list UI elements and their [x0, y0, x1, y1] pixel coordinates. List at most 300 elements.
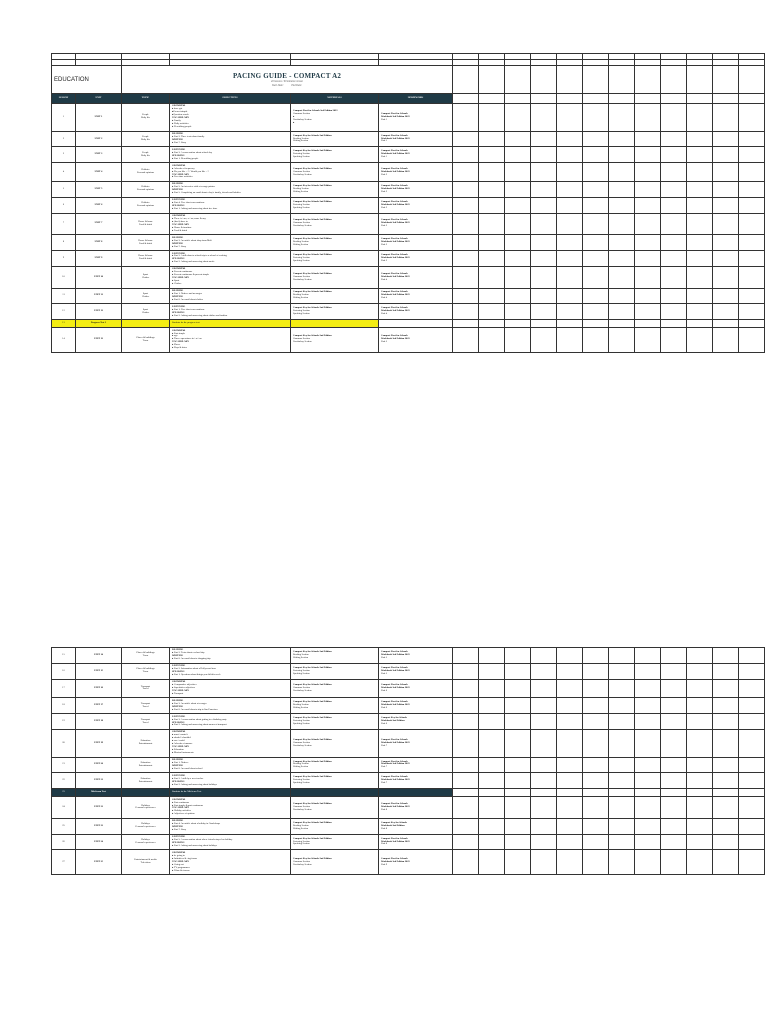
- blank-cell: [635, 320, 661, 328]
- blank-cell: [453, 320, 479, 328]
- blank-cell: [635, 789, 661, 797]
- lesson-number: 27: [52, 850, 76, 875]
- blank-cell: [557, 213, 583, 235]
- blank-cell: [661, 235, 687, 251]
- blank-cell: [453, 757, 479, 773]
- lesson-number: 15: [52, 648, 76, 664]
- blank-cell: [687, 834, 713, 850]
- blank-cell: [531, 797, 557, 819]
- blank-cell: [505, 104, 531, 132]
- objectives-cell: LISTENING ● Part 3: A conversation about getting to a birthday party SPEAKING ● Part 2: Asking and answering about means of transport: [170, 714, 291, 730]
- blank-cell: [583, 163, 609, 182]
- unit-name: Progress Test 1: [76, 320, 122, 328]
- materials-cell: Compact Key for Schools 2nd Edition Grammar Section Vocabulary Section: [291, 679, 379, 698]
- blank-cell: [609, 131, 635, 147]
- lesson-number: 9: [52, 251, 76, 267]
- objectives-cell: GRAMMAR ● have got ●Present simple ●Question words VOCABULARY ● Family ● Daily activities ● Describing people: [170, 104, 291, 132]
- materials-cell: Compact Key for Schools 2nd Edition Grammar Section Vocabulary Section: [291, 850, 379, 875]
- blank-cell: [713, 266, 739, 288]
- blank-cell: [583, 181, 609, 197]
- objectives-cell: READING ● Part 2: Three texts about family WRITING ● Part 7: Story: [170, 131, 291, 147]
- blank-cell: [739, 834, 765, 850]
- materials-cell: Compact Key for Schools 2nd Edition Grammar Section Vocabulary Section: [291, 797, 379, 819]
- materials-cell: Compact Key for Schools 2nd Edition Grammar Section Vocabulary Section: [291, 266, 379, 288]
- homework-cell: Compact First for Schools Workbook 3rd Edition 2023 Unit 7: [379, 729, 453, 757]
- blank-cell: [479, 789, 505, 797]
- blank-cell: [479, 834, 505, 850]
- blank-cell: [479, 797, 505, 819]
- blank-cell: [739, 104, 765, 132]
- blank-cell: [531, 698, 557, 714]
- blank-cell: [505, 251, 531, 267]
- materials-cell: [291, 320, 379, 328]
- blank-cell: [505, 163, 531, 182]
- topic-cell: [122, 789, 170, 797]
- topic-cell: [122, 320, 170, 328]
- homework-cell: Compact First for Schools Workbook 3rd Edition 2023 Unit 4: [379, 304, 453, 320]
- blank-cell: [739, 288, 765, 304]
- blank-cell: [609, 304, 635, 320]
- topic-cell: Hobbies Personal opinions: [122, 197, 170, 213]
- unit-name: UNIT 21: [76, 773, 122, 789]
- lesson-number: 2: [52, 131, 76, 147]
- lesson-row: [52, 757, 765, 773]
- blank-cell: [739, 698, 765, 714]
- materials-cell: Compact Key for Schools 2nd Edition Listening Section Speaking Section: [291, 197, 379, 213]
- blank-cell: [557, 729, 583, 757]
- blank-cell: [557, 797, 583, 819]
- blank-cell: [505, 714, 531, 730]
- blank-cell: [453, 131, 479, 147]
- blank-cell: [531, 266, 557, 288]
- blank-cell: [479, 288, 505, 304]
- blank-cell: [635, 698, 661, 714]
- blank-cell: [505, 797, 531, 819]
- unit-name: UNIT 19: [76, 729, 122, 757]
- homework-cell: Compact First for Schools Workbook 3rd Edition 2023 Unit 1: [379, 131, 453, 147]
- blank-cell: [661, 818, 687, 834]
- blank-cell: [505, 834, 531, 850]
- blank-cell: [609, 757, 635, 773]
- unit-name: Mid-term Test: [76, 789, 122, 797]
- objectives-cell: LISTENING ● Part 2: A talk about a school trip to a school of cooking SPEAKING ● Part 2: Asking and answering about meals: [170, 251, 291, 267]
- materials-cell: Compact First for Schools 3rd Edition 2023 Grammar Section ● Vocabulary Section ●: [291, 104, 379, 132]
- blank-cell: [713, 288, 739, 304]
- blank-cell: [531, 648, 557, 664]
- lesson-row: [52, 163, 765, 182]
- lesson-row: [52, 773, 765, 789]
- blank-cell: [453, 147, 479, 163]
- blank-cell: [635, 266, 661, 288]
- topic-cell: Holidays Personal experiences: [122, 834, 170, 850]
- materials-cell: Compact Key for Schools 2nd Edition Grammar Section Vocabulary Section: [291, 729, 379, 757]
- objectives-cell: READING ● Part 2: Texts about a school trip WRITING ● Part 6: An email about a shopping trip: [170, 648, 291, 664]
- blank-cell: [687, 714, 713, 730]
- blank-cell: [713, 147, 739, 163]
- blank-cell: [453, 304, 479, 320]
- blank-cell: [609, 235, 635, 251]
- blank-cell: [583, 850, 609, 875]
- lesson-number: 25: [52, 818, 76, 834]
- blank-cell: [713, 328, 739, 353]
- topic-cell: Holidays Personal experiences: [122, 797, 170, 819]
- blank-cell: [531, 320, 557, 328]
- materials-cell: Compact Key for Schools 2nd Edition Reading Section Writing Section: [291, 288, 379, 304]
- blank-cell: [505, 773, 531, 789]
- topic-cell: Education Entertainment: [122, 729, 170, 757]
- lesson-row: [52, 131, 765, 147]
- lesson-number: 23: [52, 789, 76, 797]
- blank-cell: [505, 147, 531, 163]
- unit-name: UNIT 16: [76, 679, 122, 698]
- blank-cell: [531, 213, 557, 235]
- blank-cell: [661, 181, 687, 197]
- lesson-row: [52, 266, 765, 288]
- blank-cell: [479, 213, 505, 235]
- blank-cell: [609, 834, 635, 850]
- unit-name: UNIT 24: [76, 834, 122, 850]
- blank-cell: [635, 104, 661, 132]
- lesson-number: 16: [52, 663, 76, 679]
- blank-cell: [557, 104, 583, 132]
- blank-cell: [661, 320, 687, 328]
- col-unit: UNIT: [76, 94, 122, 104]
- blank-cell: [453, 698, 479, 714]
- blank-cell: [661, 698, 687, 714]
- blank-cell: [453, 266, 479, 288]
- blank-cell: [713, 163, 739, 182]
- unit-name: UNIT 9: [76, 251, 122, 267]
- blank-cell: [505, 698, 531, 714]
- blank-cell: [479, 328, 505, 353]
- end-date-label: End Date:: [291, 83, 303, 87]
- blank-cell: [609, 213, 635, 235]
- unit-name: UNIT 6: [76, 197, 122, 213]
- blank-cell: [531, 729, 557, 757]
- blank-cell: [505, 197, 531, 213]
- homework-cell: Compact Key for Schools Workbook 2nd Edition Unit 6: [379, 714, 453, 730]
- homework-cell: Compact Key for Schools Workbook 2nd Edition Unit 8: [379, 818, 453, 834]
- blank-cell: [609, 251, 635, 267]
- blank-cell: [713, 304, 739, 320]
- blank-cell: [505, 729, 531, 757]
- blank-cell: [713, 797, 739, 819]
- title-row: [52, 66, 765, 94]
- blank-cell: [479, 104, 505, 132]
- blank-cell: [609, 328, 635, 353]
- blank-cell: [687, 181, 713, 197]
- blank-cell: [713, 834, 739, 850]
- blank-cell: [453, 663, 479, 679]
- blank-cell: [479, 251, 505, 267]
- blank-cell: [531, 197, 557, 213]
- blank-cell: [609, 648, 635, 664]
- blank-cell: [453, 251, 479, 267]
- topic-cell: Places & buildings Town: [122, 328, 170, 353]
- blank-cell: [557, 773, 583, 789]
- objectives-cell: LISTENING ● Part 3: A conversation about school day SPEAKING ● Part 1: Describing people: [170, 147, 291, 163]
- topic-cell: Sport Clothes: [122, 266, 170, 288]
- blank-cell: [635, 163, 661, 182]
- blank-cell: [661, 663, 687, 679]
- blank-cell: [713, 663, 739, 679]
- lesson-number: 20: [52, 729, 76, 757]
- blank-cell: [713, 850, 739, 875]
- blank-cell: [583, 698, 609, 714]
- blank-cell: [453, 197, 479, 213]
- blank-cell: [557, 818, 583, 834]
- blank-cell: [661, 288, 687, 304]
- lesson-row: [52, 850, 765, 875]
- blank-cell: [713, 197, 739, 213]
- blank-cell: [739, 797, 765, 819]
- blank-cell: [557, 235, 583, 251]
- col-materials: MATERIALS: [291, 94, 379, 104]
- topic-cell: Sport Clothes: [122, 288, 170, 304]
- unit-name: UNIT 23: [76, 818, 122, 834]
- blank-cell: [453, 818, 479, 834]
- blank-cell: [479, 197, 505, 213]
- blank-cell: [583, 773, 609, 789]
- blank-cell: [609, 679, 635, 698]
- unit-name: UNIT 17: [76, 698, 122, 714]
- blank-cell: [583, 648, 609, 664]
- topic-cell: Places & buildings Town: [122, 663, 170, 679]
- lesson-number: 3: [52, 147, 76, 163]
- lesson-row: [52, 147, 765, 163]
- blank-cell: [713, 773, 739, 789]
- materials-cell: Compact Key for Schools 2nd Edition Listening Section Speaking Section: [291, 714, 379, 730]
- blank-cell: [713, 104, 739, 132]
- blank-cell: [687, 773, 713, 789]
- blank-cell: [739, 235, 765, 251]
- materials-cell: Compact Key for Schools 2nd Edition Listening Section Speaking Section: [291, 663, 379, 679]
- blank-cell: [635, 834, 661, 850]
- materials-cell: Compact Key for Schools 2nd Edition Grammar Section Vocabulary Section: [291, 213, 379, 235]
- blank-cell: [583, 663, 609, 679]
- blank-cell: [583, 251, 609, 267]
- blank-cell: [739, 679, 765, 698]
- blank-cell: [505, 266, 531, 288]
- blank-cell: [557, 679, 583, 698]
- blank-cell: [687, 663, 713, 679]
- blank-cell: [739, 163, 765, 182]
- blank-cell: [739, 729, 765, 757]
- lesson-row: [52, 679, 765, 698]
- blank-cell: [609, 850, 635, 875]
- blank-cell: [583, 304, 609, 320]
- homework-cell: Compact First for Schools Workbook 3rd Edition 2023 Unit 4: [379, 266, 453, 288]
- blank-cell: [661, 147, 687, 163]
- lesson-row: [52, 789, 765, 797]
- page-2: [51, 647, 765, 875]
- blank-cell: [505, 818, 531, 834]
- blank-cell: [739, 266, 765, 288]
- homework-cell: Compact First for Schools Workbook 3rd Edition 2023 Unit 9: [379, 850, 453, 875]
- blank-cell: [661, 773, 687, 789]
- blank-cell: [609, 714, 635, 730]
- blank-cell: [739, 197, 765, 213]
- objectives-cell: GRAMMAR ● be going to ● Infinitives & -ing forms VOCABULARY ● Going out ● TV programmes ● Films & cinema: [170, 850, 291, 875]
- blank-cell: [635, 679, 661, 698]
- topic-cell: People Daily life: [122, 147, 170, 163]
- unit-name: UNIT 18: [76, 714, 122, 730]
- unit-name: UNIT 25: [76, 850, 122, 875]
- column-header-row: [52, 94, 765, 104]
- blank-cell: [609, 288, 635, 304]
- materials-cell: Compact Key for Schools 2nd Edition Reading Section Writing Section: [291, 757, 379, 773]
- blank-cell: [453, 773, 479, 789]
- lesson-row: [52, 797, 765, 819]
- blank-cell: [557, 251, 583, 267]
- blank-cell: [687, 850, 713, 875]
- logo: [52, 66, 122, 94]
- homework-cell: Compact First for Schools Workbook 3rd Edition 2023 Unit 7: [379, 773, 453, 789]
- blank-cell: [661, 328, 687, 353]
- blank-cell: [609, 663, 635, 679]
- blank-cell: [505, 213, 531, 235]
- blank-cell: [531, 850, 557, 875]
- blank-cell: [453, 679, 479, 698]
- blank-cell: [531, 834, 557, 850]
- homework-cell: Compact First for Schools Workbook 3rd Edition 2023 Unit 8: [379, 797, 453, 819]
- blank-cell: [505, 320, 531, 328]
- blank-cell: [479, 181, 505, 197]
- blank-cell: [635, 251, 661, 267]
- blank-cell: [531, 104, 557, 132]
- homework-cell: Compact First for Schools Workbook 3rd Edition 2023 Unit 8: [379, 834, 453, 850]
- objectives-cell: Students do the progress test.: [170, 320, 291, 328]
- blank-cell: [661, 797, 687, 819]
- blank-cell: [479, 648, 505, 664]
- blank-cell: [739, 304, 765, 320]
- blank-cell: [479, 698, 505, 714]
- blank-cell: [557, 320, 583, 328]
- blank-cell: [583, 213, 609, 235]
- blank-cell: [531, 181, 557, 197]
- blank-cell: [713, 714, 739, 730]
- blank-cell: [453, 789, 479, 797]
- blank-cell: [635, 288, 661, 304]
- blank-cell: [479, 131, 505, 147]
- objectives-cell: READING ● Part 1: Notices and messages WRITING ● Part 6: An email about clothes: [170, 288, 291, 304]
- blank-cell: [661, 131, 687, 147]
- blank-cell: [531, 304, 557, 320]
- blank-cell: [557, 714, 583, 730]
- blank-cell: [713, 181, 739, 197]
- blank-cell: [609, 163, 635, 182]
- blank-cell: [557, 197, 583, 213]
- lesson-number: 19: [52, 714, 76, 730]
- blank-cell: [479, 773, 505, 789]
- blank-cell: [713, 251, 739, 267]
- blank-cell: [583, 834, 609, 850]
- blank-cell: [505, 304, 531, 320]
- pacing-table-page-2: [51, 647, 765, 875]
- homework-cell: Compact First for Schools Workbook 3rd Edition 2023 Unit 5: [379, 663, 453, 679]
- blank-cell: [635, 213, 661, 235]
- blank-cell: [557, 648, 583, 664]
- lesson-row: [52, 328, 765, 353]
- lesson-number: 22: [52, 773, 76, 789]
- homework-cell: Compact First for Schools Workbook 3rd Edition 2023 Unit 3: [379, 235, 453, 251]
- materials-cell: Compact Key for Schools 2nd Edition Listening Section Speaking Section: [291, 251, 379, 267]
- blank-cell: [583, 714, 609, 730]
- homework-cell: Compact First for Schools Workbook 3rd Edition 2023 Unit 5: [379, 648, 453, 664]
- lesson-number: 11: [52, 288, 76, 304]
- col-lesson: LESSON: [52, 94, 76, 104]
- lesson-row: [52, 729, 765, 757]
- blank-cell: [687, 729, 713, 757]
- blank-cell: [557, 328, 583, 353]
- blank-cell: [635, 714, 661, 730]
- lesson-row: [52, 104, 765, 132]
- blank-cell: [479, 850, 505, 875]
- blank-cell: [687, 679, 713, 698]
- blank-cell: [557, 131, 583, 147]
- blank-cell: [661, 729, 687, 757]
- blank-cell: [453, 648, 479, 664]
- materials-cell: Compact Key for Schools 2nd Edition Reading Section Writing Section: [291, 181, 379, 197]
- blank-cell: [609, 104, 635, 132]
- topic-cell: House & home Food & drink: [122, 213, 170, 235]
- blank-cell: [479, 266, 505, 288]
- lesson-row: [52, 320, 765, 328]
- lesson-row: [52, 181, 765, 197]
- topic-cell: Education Entertainment: [122, 773, 170, 789]
- objectives-cell: LISTENING ● Part 5: A conversation about where friends stayed on holiday SPEAKING ● Part 2: Asking and answering about holidays: [170, 834, 291, 850]
- blank-cell: [479, 163, 505, 182]
- blank-cell: [531, 147, 557, 163]
- unit-name: UNIT 4: [76, 163, 122, 182]
- col-objectives: OBJECTIVES: [170, 94, 291, 104]
- col-homework: HOMEWORK: [379, 94, 453, 104]
- blank-cell: [609, 181, 635, 197]
- objectives-cell: GRAMMAR ● Present continuous ● Present continuous & present simple VOCABULARY ● Sport ● Clothes: [170, 266, 291, 288]
- lesson-number: 10: [52, 266, 76, 288]
- blank-cell: [661, 266, 687, 288]
- blank-cell: [479, 757, 505, 773]
- blank-cell: [583, 679, 609, 698]
- objectives-cell: GRAMMAR ● Past simple ● ago ● Time expressions: in / at / on VOCABULARY ● Places ● Days & dates: [170, 328, 291, 353]
- unit-name: UNIT 22: [76, 797, 122, 819]
- blank-cell: [739, 818, 765, 834]
- blank-cell: [687, 698, 713, 714]
- blank-cell: [479, 663, 505, 679]
- materials-cell: Compact Key for Schools 2nd Edition Listening Section Speaking Section: [291, 834, 379, 850]
- lesson-number: 1: [52, 104, 76, 132]
- blank-cell: [505, 328, 531, 353]
- blank-cell: [479, 304, 505, 320]
- blank-cell: [713, 757, 739, 773]
- topic-cell: Holidays Personal experiences: [122, 818, 170, 834]
- blank-cell: [583, 147, 609, 163]
- materials-cell: Compact Key for Schools 2nd Edition Reading Section Writing Section: [291, 235, 379, 251]
- blank-cell: [531, 163, 557, 182]
- blank-cell: [609, 797, 635, 819]
- blank-cell: [687, 797, 713, 819]
- blank-cell: [687, 197, 713, 213]
- blank-cell: [531, 757, 557, 773]
- blank-cell: [479, 679, 505, 698]
- blank-cell: [635, 304, 661, 320]
- blank-cell: [557, 304, 583, 320]
- blank-cell: [713, 818, 739, 834]
- blank-cell: [713, 789, 739, 797]
- blank-cell: [661, 163, 687, 182]
- blank-cell: [687, 131, 713, 147]
- homework-cell: Compact First for Schools Workbook 3rd Edition 2023 Unit 2: [379, 197, 453, 213]
